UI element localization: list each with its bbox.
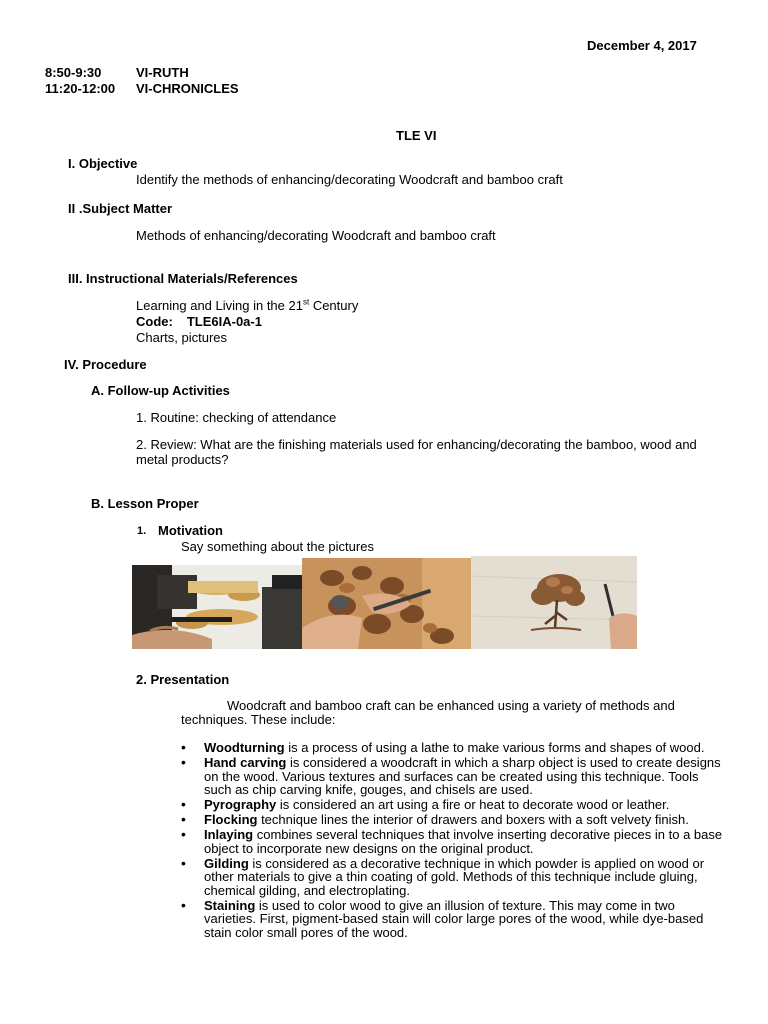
motivation-label: Motivation [158, 523, 223, 538]
objective-heading: I. Objective [68, 156, 138, 171]
method-description: technique lines the interior of drawers and boxers with a soft velvety finish. [257, 812, 689, 827]
method-description: is used to color wood to give an illusion of texture. This may come in two varieties. First, pigment-based stain will color large pores of the wood, while dye-based stain color small pores of the wood. [204, 897, 704, 940]
code-value: TLE6IA-0a-1 [186, 314, 262, 329]
list-item [180, 798, 725, 812]
routine-item: 1. Routine: checking of attendance [136, 410, 337, 425]
materials-heading: III. Instructional Materials/References [68, 271, 298, 286]
pyrography-photo [471, 556, 637, 649]
list-item [180, 899, 725, 940]
list-item [180, 756, 725, 797]
materials-other: Charts, pictures [136, 330, 228, 345]
objective-text: Identify the methods of enhancing/decorating Woodcraft and bamboo craft [136, 172, 563, 187]
motivation-number: 1. [137, 525, 147, 537]
list-item [180, 857, 725, 898]
method-term: Hand carving [204, 755, 287, 770]
method-term: Pyrography [204, 797, 277, 812]
method-term: Woodturning [204, 740, 285, 755]
woodturning-photo [132, 565, 302, 649]
schedule-section-1: VI-RUTH [136, 65, 189, 80]
method-term: Inlaying [204, 827, 254, 842]
followup-heading: A. Follow-up Activities [91, 383, 230, 398]
list-item [180, 828, 725, 855]
page-title: TLE VI [396, 128, 437, 143]
procedure-heading: IV. Procedure [64, 357, 147, 372]
list-item [180, 813, 725, 827]
materials-reference [136, 298, 358, 313]
subject-matter-text: Methods of enhancing/decorating Woodcraft and bamboo craft [136, 228, 496, 243]
lesson-proper-heading: B. Lesson Proper [91, 496, 199, 511]
motivation-text: Say something about the pictures [181, 539, 374, 554]
list-item [180, 741, 725, 755]
reference-text-end: Century [309, 298, 359, 313]
methods-list [180, 741, 725, 941]
reference-superscript: st [302, 297, 310, 307]
presentation-heading: 2. Presentation [136, 672, 230, 687]
method-description: is considered an art using a fire or heat to decorate wood or leather. [276, 797, 670, 812]
schedule-time-1: 8:50-9:30 [45, 65, 102, 80]
reference-text-start: Learning and Living in the 21 [136, 298, 303, 313]
method-description: is a process of using a lathe to make various forms and shapes of wood. [284, 740, 705, 755]
method-description: is considered as a decorative technique in which powder is applied on wood or other materials to give a thin coating of gold. Methods of this technique include gluing, chemical gilding, and electroplating. [204, 855, 705, 898]
code-label: Code: [136, 314, 173, 329]
method-term: Gilding [204, 855, 249, 871]
review-item: 2. Review: What are the finishing materials used for enhancing/decorating the bamboo, wood and metal products? [136, 437, 697, 467]
method-term: Flocking [204, 812, 258, 827]
date: December 4, 2017 [587, 38, 697, 53]
materials-code [136, 314, 262, 329]
presentation-intro: Woodcraft and bamboo craft can be enhanced using a variety of methods and techniques. These include: [181, 698, 675, 727]
method-term: Staining [204, 897, 256, 913]
schedule-time-2: 11:20-12:00 [45, 81, 116, 96]
subject-matter-heading: II .Subject Matter [68, 201, 173, 216]
hand-carving-photo [302, 558, 471, 649]
method-description: is considered a woodcraft in which a sharp object is used to create designs on the wood. Various textures and surfaces can be created using this technique. Tools such as chip carving knife, gouges, and chisels are used. [204, 755, 721, 797]
method-description: combines several techniques that involve inserting decorative pieces in to a base object to incorporate new designs on the original product. [204, 827, 723, 856]
schedule-section-2: VI-CHRONICLES [136, 81, 239, 96]
